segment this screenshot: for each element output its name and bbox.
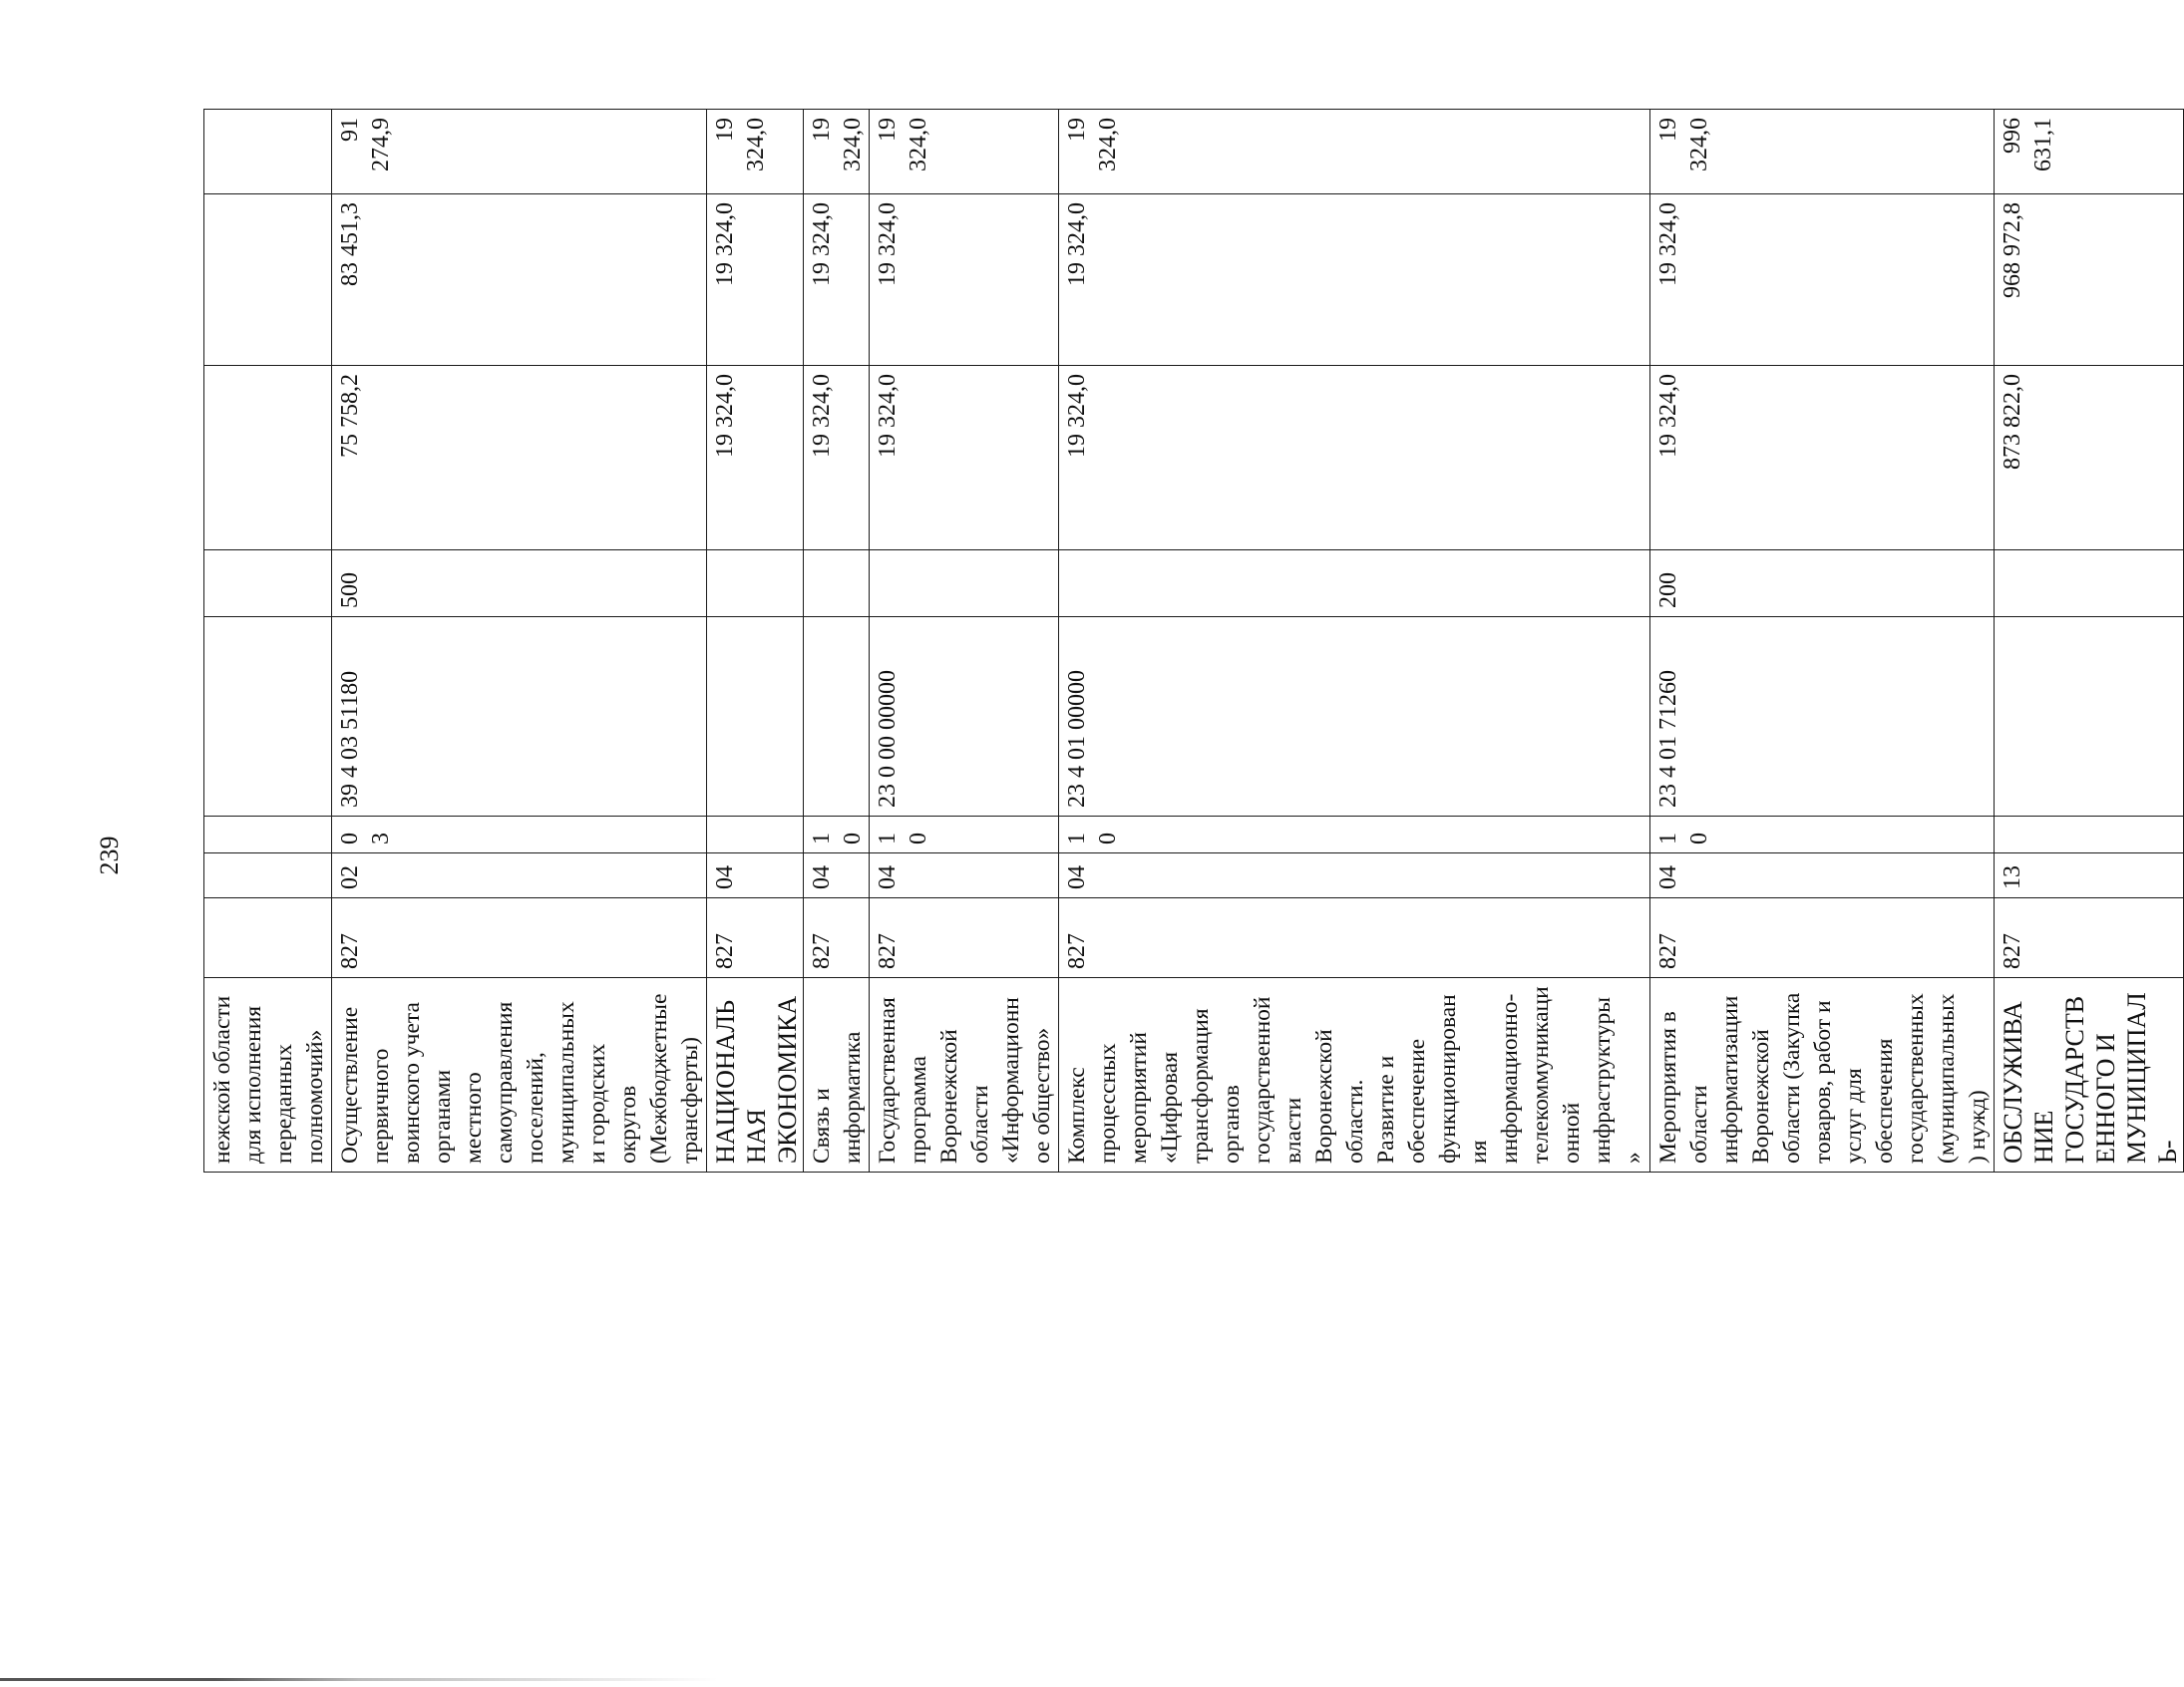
budget-table [203,109,2184,1173]
row-name-cell: Мероприятия в области информатизации Воронежской области (Закупка товаров, работ и услуг для обеспечения государственных (муниципальных) нужд) [1650,978,1995,1173]
glava-cell: 827 [1059,898,1650,978]
year2-cell: 19 324,0 [1059,194,1650,366]
scan-edge-line [0,1678,1197,1681]
year3-cell: 19 324,0 [1059,110,1650,194]
vr-cell [204,550,332,617]
year1-cell: 19 324,0 [707,366,804,550]
table-row [1995,110,2184,1173]
row-name-cell: нежской области для исполнения переданных полномочий» [204,978,332,1173]
year1-cell: 19 324,0 [870,366,1059,550]
pr-cell: 10 [804,817,870,853]
year3-cell: 19 324,0 [870,110,1059,194]
csr-cell: 39 4 03 51180 [332,617,707,817]
glava-cell: 827 [1995,898,2184,978]
year2-cell: 19 324,0 [804,194,870,366]
year2-cell: 19 324,0 [707,194,804,366]
rz-cell: 04 [1059,853,1650,898]
rz-cell [204,853,332,898]
row-name-cell: НАЦИОНАЛЬНАЯ ЭКОНОМИКА [707,978,804,1173]
year1-cell: 19 324,0 [1650,366,1995,550]
rz-cell: 04 [870,853,1059,898]
rz-cell: 04 [804,853,870,898]
year1-cell: 19 324,0 [804,366,870,550]
csr-cell [707,617,804,817]
table-row [804,110,870,1173]
rz-cell: 02 [332,853,707,898]
table-row [870,110,1059,1173]
rz-cell: 13 [1995,853,2184,898]
glava-cell: 827 [870,898,1059,978]
pr-cell [707,817,804,853]
year1-cell: 19 324,0 [1059,366,1650,550]
csr-cell: 23 0 00 00000 [870,617,1059,817]
vr-cell [1995,550,2184,617]
rz-cell: 04 [1650,853,1995,898]
table-row [1650,110,1995,1173]
vr-cell [804,550,870,617]
row-name-cell: Связь и информатика [804,978,870,1173]
csr-cell: 23 4 01 71260 [1650,617,1995,817]
pr-cell [204,817,332,853]
glava-cell [204,898,332,978]
table-row [204,110,332,1173]
vr-cell [1059,550,1650,617]
table-row [1059,110,1650,1173]
row-name-cell: ОБСЛУЖИВАНИЕ ГОСУДАРСТВЕННОГО И МУНИЦИПАЛЬ- [1995,978,2184,1173]
glava-cell: 827 [707,898,804,978]
csr-cell: 23 4 01 00000 [1059,617,1650,817]
year2-cell: 83 451,3 [332,194,707,366]
glava-cell: 827 [1650,898,1995,978]
pr-cell: 10 [1059,817,1650,853]
pr-cell: 03 [332,817,707,853]
table-row [707,110,804,1173]
year1-cell: 75 758,2 [332,366,707,550]
year2-cell: 19 324,0 [1650,194,1995,366]
year3-cell: 19 324,0 [1650,110,1995,194]
csr-cell [804,617,870,817]
csr-cell [1995,617,2184,817]
vr-cell: 500 [332,550,707,617]
vr-cell: 200 [1650,550,1995,617]
row-name-cell: Государственная программа Воронежской области «Информационное общество» [870,978,1059,1173]
page-number: 239 [95,836,124,875]
pr-cell: 10 [1650,817,1995,853]
csr-cell [204,617,332,817]
year3-cell [204,110,332,194]
glava-cell: 827 [332,898,707,978]
row-name-cell: Осуществление первичного воинского учета органами местного самоуправления поселений, муниципальных и городских округов (Межбюджетные трансферты) [332,978,707,1173]
vr-cell [707,550,804,617]
row-name-cell: Комплекс процессных мероприятий «Цифровая трансформация органов государственной власти Воронежской области. Развитие и обеспечение функционирования информационно-телекоммуникационной инфраструктуры» [1059,978,1650,1173]
table-row [332,110,707,1173]
year3-cell: 19 324,0 [804,110,870,194]
year3-cell: 19 324,0 [707,110,804,194]
rz-cell: 04 [707,853,804,898]
pr-cell: 10 [870,817,1059,853]
year2-cell [204,194,332,366]
year1-cell: 873 822,0 [1995,366,2184,550]
pr-cell [1995,817,2184,853]
year2-cell: 19 324,0 [870,194,1059,366]
year3-cell: 996 631,1 [1995,110,2184,194]
vr-cell [870,550,1059,617]
year2-cell: 968 972,8 [1995,194,2184,366]
budget-table-container [203,110,2182,1173]
year1-cell [204,366,332,550]
year3-cell: 91 274,9 [332,110,707,194]
glava-cell: 827 [804,898,870,978]
